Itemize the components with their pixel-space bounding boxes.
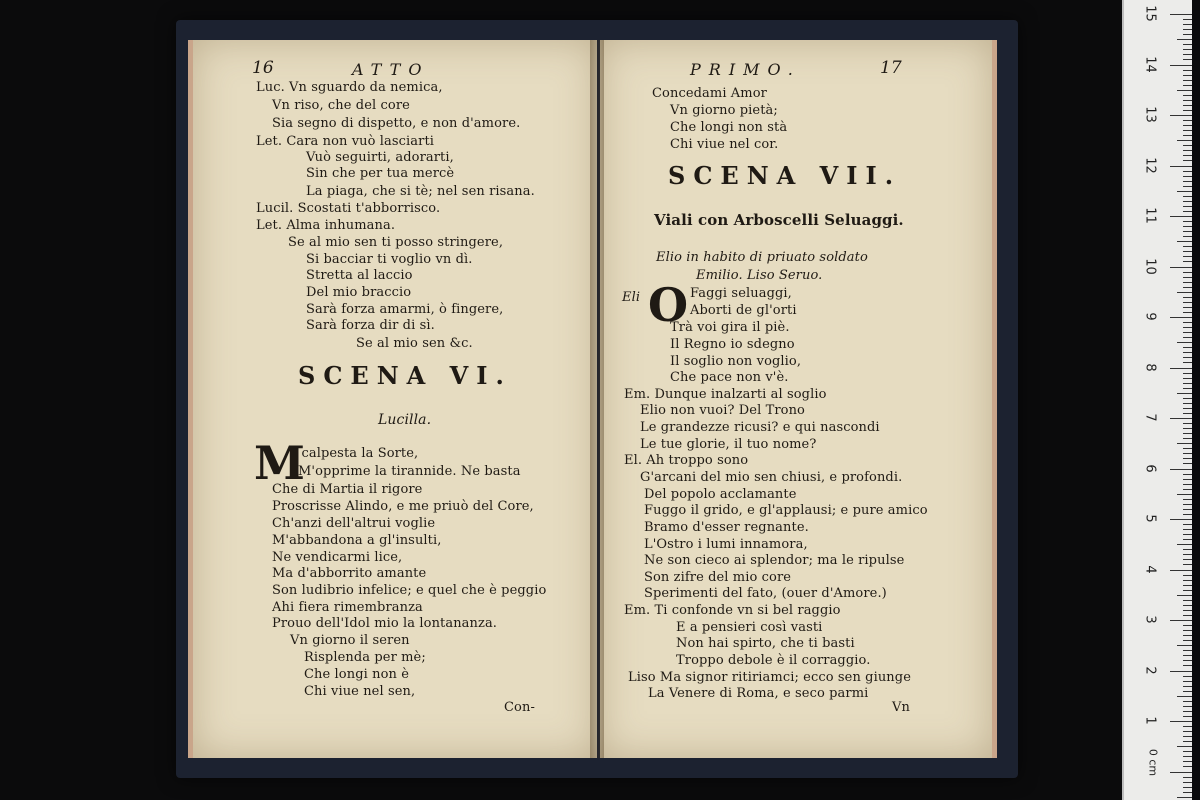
- ruler-tick: [1177, 595, 1192, 596]
- ruler-number: 12: [1142, 156, 1158, 174]
- ruler-number: 11: [1142, 207, 1158, 224]
- ruler-tick: [1183, 378, 1192, 379]
- ruler-tick: [1183, 373, 1192, 374]
- measurement-ruler: [1122, 0, 1192, 800]
- ruler-tick: [1177, 494, 1192, 495]
- ruler-tick: [1177, 443, 1192, 444]
- ruler-tick: [1170, 772, 1192, 773]
- ruler-tick: [1183, 660, 1192, 661]
- ruler-tick: [1183, 751, 1192, 752]
- ruler-tick: [1183, 458, 1192, 459]
- ruler-tick: [1183, 453, 1192, 454]
- character-name: Lucilla.: [378, 412, 432, 428]
- ruler-number: 13: [1142, 106, 1158, 123]
- text-line: Non hai spirto, che ti basti: [676, 636, 855, 651]
- text-line: Troppo debole è il corraggio.: [676, 653, 871, 668]
- text-line: Vuò seguirti, adorarti,: [306, 150, 454, 165]
- ruler-tick: [1183, 347, 1192, 348]
- text-line: Fuggo il grido, e gl'applausi; e pure amico: [644, 503, 928, 518]
- text-line: M'abbandona a gl'insulti,: [272, 533, 442, 548]
- ruler-tick: [1183, 54, 1192, 55]
- ruler-tick: [1183, 327, 1192, 328]
- ruler-tick: [1183, 362, 1192, 363]
- ruler-tick: [1183, 186, 1192, 187]
- text-line: Se al mio sen &c.: [356, 336, 473, 351]
- ruler-tick: [1183, 49, 1192, 50]
- ruler-unit-label: 0 cm: [1146, 748, 1160, 777]
- text-line: Faggi seluaggi,: [690, 286, 792, 301]
- ruler-tick: [1183, 509, 1192, 510]
- ruler-tick: [1183, 85, 1192, 86]
- ruler-tick: [1177, 696, 1192, 697]
- text-line: Sarà forza amarmi, ò fingere,: [306, 302, 504, 317]
- text-line: La piaga, che si tè; nel sen risana.: [306, 184, 535, 199]
- ruler-number: 14: [1142, 55, 1158, 73]
- ruler-tick: [1183, 256, 1192, 257]
- text-line: Em. Ti confonde vn si bel raggio: [624, 603, 841, 618]
- text-line: Ch'anzi dell'altrui voglie: [272, 516, 436, 531]
- ruler-tick: [1183, 135, 1192, 136]
- ruler-tick: [1183, 332, 1192, 333]
- ruler-tick: [1183, 155, 1192, 156]
- text-line: Chi viue nel cor.: [670, 137, 779, 152]
- ruler-tick: [1183, 564, 1192, 565]
- ruler-tick: [1183, 640, 1192, 641]
- ruler-tick: [1183, 398, 1192, 399]
- ruler-tick: [1183, 110, 1192, 111]
- ruler-tick: [1183, 474, 1192, 475]
- ruler-tick: [1183, 463, 1192, 464]
- ruler-tick: [1183, 312, 1192, 313]
- ruler-number: 2: [1142, 665, 1158, 675]
- ruler-tick: [1183, 211, 1192, 212]
- ruler-number: 7: [1142, 413, 1158, 422]
- ruler-tick: [1183, 302, 1192, 303]
- ruler-tick: [1183, 423, 1192, 424]
- text-line: Luc. Vn sguardo da nemica,: [256, 80, 443, 95]
- ruler-tick: [1183, 736, 1192, 737]
- ruler-tick: [1183, 777, 1192, 778]
- text-line: Le tue glorie, il tuo nome?: [640, 437, 817, 452]
- ruler-tick: [1183, 80, 1192, 81]
- ruler-tick: [1183, 322, 1192, 323]
- ruler-number: 1: [1142, 716, 1158, 725]
- ruler-tick: [1170, 166, 1192, 167]
- text-line: Concedami Amor: [652, 86, 767, 101]
- ruler-tick: [1183, 120, 1192, 121]
- text-line: Chi viue nel sen,: [304, 684, 416, 699]
- ruler-tick: [1183, 691, 1192, 692]
- text-line: Che longi non stà: [670, 120, 788, 135]
- ruler-tick: [1183, 433, 1192, 434]
- ruler-tick: [1183, 575, 1192, 576]
- ruler-tick: [1183, 761, 1192, 762]
- ruler-tick: [1183, 438, 1192, 439]
- ruler-tick: [1183, 34, 1192, 35]
- ruler-tick: [1183, 731, 1192, 732]
- ruler-tick: [1183, 383, 1192, 384]
- text-line: Ahi fiera rimembranza: [272, 600, 423, 615]
- ruler-tick: [1177, 393, 1192, 394]
- catchword: Vn: [892, 700, 910, 715]
- text-line: Che longi non è: [304, 667, 410, 682]
- text-line: La Venere di Roma, e seco parmi: [648, 686, 869, 701]
- ruler-tick: [1183, 499, 1192, 500]
- book-gutter: [590, 40, 604, 758]
- ruler-tick: [1170, 65, 1192, 66]
- ruler-tick: [1170, 14, 1192, 15]
- characters-line: Elio in habito di priuato soldato: [656, 250, 868, 265]
- ruler-tick: [1183, 176, 1192, 177]
- ruler-number: 5: [1142, 514, 1158, 523]
- ruler-tick: [1183, 196, 1192, 197]
- ruler-tick: [1183, 686, 1192, 687]
- ruler-number: 9: [1142, 312, 1158, 321]
- ruler-tick: [1183, 29, 1192, 30]
- ruler-tick: [1183, 610, 1192, 611]
- ruler-tick: [1183, 105, 1192, 106]
- ruler-tick: [1183, 585, 1192, 586]
- ruler-tick: [1183, 559, 1192, 560]
- ruler-tick: [1183, 635, 1192, 636]
- ruler-tick: [1183, 251, 1192, 252]
- text-line: Son ludibrio infelice; e quel che è peggio: [272, 583, 547, 598]
- text-line: Risplenda per mè;: [304, 650, 426, 665]
- ruler-tick: [1183, 539, 1192, 540]
- ruler-tick: [1170, 671, 1192, 672]
- ruler-tick: [1170, 519, 1192, 520]
- drop-cap: M: [254, 436, 305, 490]
- ruler-number: 8: [1142, 362, 1158, 372]
- ruler-tick: [1183, 95, 1192, 96]
- text-line: Let. Cara non vuò lasciarti: [256, 134, 435, 149]
- text-line: Del mio braccio: [306, 285, 412, 300]
- ruler-tick: [1183, 711, 1192, 712]
- ruler-tick: [1183, 489, 1192, 490]
- ruler-tick: [1177, 544, 1192, 545]
- ruler-number: 4: [1142, 564, 1158, 574]
- ruler-tick: [1177, 140, 1192, 141]
- scene-setting: Viali con Arboscelli Seluaggi.: [654, 211, 904, 229]
- ruler-tick: [1177, 342, 1192, 343]
- text-line: Sin che per tua mercè: [306, 166, 455, 181]
- text-line: Elio non vuoi? Del Trono: [640, 403, 805, 418]
- ruler-tick: [1183, 24, 1192, 25]
- ruler-tick: [1183, 605, 1192, 606]
- ruler-tick: [1183, 352, 1192, 353]
- ruler-tick: [1183, 100, 1192, 101]
- text-line: Sperimenti del fato, (ouer d'Amore.): [644, 586, 887, 601]
- ruler-number: 3: [1142, 615, 1158, 624]
- ruler-tick: [1183, 125, 1192, 126]
- catchword: Con-: [504, 700, 535, 715]
- ruler-tick: [1183, 357, 1192, 358]
- ruler-tick: [1183, 655, 1192, 656]
- ruler-tick: [1183, 625, 1192, 626]
- text-line: Aborti de gl'orti: [690, 303, 797, 318]
- ruler-tick: [1183, 171, 1192, 172]
- ruler-tick: [1183, 681, 1192, 682]
- ruler-tick: [1183, 504, 1192, 505]
- text-line: Si bacciar ti voglio vn dì.: [306, 252, 473, 267]
- ruler-number: 6: [1142, 463, 1158, 473]
- ruler-tick: [1183, 160, 1192, 161]
- text-line: Bramo d'esser regnante.: [644, 520, 809, 535]
- ruler-tick: [1177, 39, 1192, 40]
- text-line: Che pace non v'è.: [670, 370, 789, 385]
- ruler-tick: [1183, 514, 1192, 515]
- ruler-number: 10: [1142, 257, 1158, 275]
- ruler-tick: [1177, 191, 1192, 192]
- ruler-tick: [1183, 282, 1192, 283]
- ruler-tick: [1183, 676, 1192, 677]
- ruler-tick: [1183, 307, 1192, 308]
- ruler-tick: [1183, 181, 1192, 182]
- ruler-tick: [1183, 59, 1192, 60]
- text-line: Proscrisse Alindo, e me priuò del Core,: [272, 499, 534, 514]
- ruler-tick: [1183, 479, 1192, 480]
- ruler-tick: [1183, 403, 1192, 404]
- text-line: G'arcani del mio sen chiusi, e profondi.: [640, 470, 903, 485]
- text-line: Sarà forza dir di sì.: [306, 318, 435, 333]
- ruler-tick: [1170, 469, 1192, 470]
- ruler-tick: [1183, 337, 1192, 338]
- ruler-tick: [1183, 19, 1192, 20]
- text-line: Il soglio non voglio,: [670, 354, 802, 369]
- ruler-tick: [1183, 201, 1192, 202]
- ruler-tick: [1183, 554, 1192, 555]
- ruler-tick: [1183, 226, 1192, 227]
- scene-heading: SCENA VII.: [668, 161, 902, 190]
- text-line: Liso Ma signor ritiriamci; ecco sen giunge: [628, 670, 911, 685]
- ruler-tick: [1183, 756, 1192, 757]
- speaker-label: Eli: [622, 290, 641, 305]
- ruler-tick: [1170, 620, 1192, 621]
- ruler-tick: [1183, 549, 1192, 550]
- ruler-tick: [1183, 206, 1192, 207]
- ruler-tick: [1183, 413, 1192, 414]
- ruler-tick: [1183, 701, 1192, 702]
- ruler-tick: [1177, 241, 1192, 242]
- ruler-tick: [1183, 529, 1192, 530]
- ruler-tick: [1183, 388, 1192, 389]
- ruler-tick: [1183, 766, 1192, 767]
- ruler-tick: [1177, 645, 1192, 646]
- text-line: Vn giorno il seren: [290, 633, 410, 648]
- ruler-tick: [1170, 570, 1192, 571]
- ruler-tick: [1170, 317, 1192, 318]
- left-page-number: 16: [252, 58, 274, 78]
- ruler-tick: [1183, 524, 1192, 525]
- ruler-tick: [1183, 236, 1192, 237]
- scene-heading: SCENA VI.: [298, 361, 512, 390]
- text-line: Son zifre del mio core: [644, 570, 792, 585]
- text-line: Em. Dunque inalzarti al soglio: [624, 387, 827, 402]
- ruler-tick: [1183, 726, 1192, 727]
- text-line: Ne son cieco ai splendor; ma le ripulse: [644, 553, 905, 568]
- ruler-tick: [1183, 787, 1192, 788]
- text-line: Stretta al laccio: [306, 268, 413, 283]
- ruler-tick: [1170, 418, 1192, 419]
- text-line: Vn giorno pietà;: [670, 103, 778, 118]
- text-line: Prouo dell'Idol mio la lontananza.: [272, 616, 498, 631]
- ruler-tick: [1183, 231, 1192, 232]
- ruler-tick: [1170, 368, 1192, 369]
- ruler-tick: [1183, 448, 1192, 449]
- text-line: Sia segno di dispetto, e non d'amore.: [272, 116, 521, 131]
- text-line: Let. Alma inhumana.: [256, 218, 396, 233]
- ruler-tick: [1170, 216, 1192, 217]
- text-line: Vn riso, che del core: [272, 98, 410, 113]
- ruler-tick: [1183, 408, 1192, 409]
- ruler-tick: [1183, 428, 1192, 429]
- text-line: E a pensieri così vasti: [676, 620, 823, 635]
- ruler-tick: [1183, 665, 1192, 666]
- ruler-tick: [1183, 297, 1192, 298]
- ruler-tick: [1183, 706, 1192, 707]
- ruler-tick: [1183, 150, 1192, 151]
- ruler-tick: [1183, 650, 1192, 651]
- ruler-tick: [1183, 44, 1192, 45]
- ruler-tick: [1183, 484, 1192, 485]
- ruler-tick: [1183, 716, 1192, 717]
- ruler-tick: [1183, 534, 1192, 535]
- ruler-tick: [1183, 221, 1192, 222]
- ruler-tick: [1183, 272, 1192, 273]
- ruler-tick: [1170, 267, 1192, 268]
- ruler-tick: [1183, 145, 1192, 146]
- text-line: El. Ah troppo sono: [624, 453, 749, 468]
- right-running-head: PRIMO.: [690, 60, 801, 79]
- ruler-number: 15: [1142, 5, 1158, 22]
- characters-line: Emilio. Liso Seruo.: [696, 268, 823, 283]
- ruler-tick: [1183, 130, 1192, 131]
- ruler-tick: [1170, 721, 1192, 722]
- ruler-tick: [1183, 75, 1192, 76]
- ruler-tick: [1183, 782, 1192, 783]
- text-line: L'Ostro i lumi innamora,: [644, 537, 808, 552]
- text-line: Se al mio sen ti posso stringere,: [288, 235, 504, 250]
- text-line: M'opprime la tirannide. Ne basta: [298, 464, 521, 479]
- ruler-tick: [1177, 746, 1192, 747]
- ruler-tick: [1183, 287, 1192, 288]
- text-line: Le grandezze ricusi? e qui nascondi: [640, 420, 880, 435]
- ruler-tick: [1183, 261, 1192, 262]
- left-running-head: ATTO: [352, 60, 430, 79]
- ruler-tick: [1183, 580, 1192, 581]
- ruler-tick: [1183, 70, 1192, 71]
- drop-cap: O: [648, 278, 689, 332]
- ruler-tick: [1183, 600, 1192, 601]
- ruler-tick: [1183, 792, 1192, 793]
- ruler-tick: [1183, 590, 1192, 591]
- ruler-tick: [1170, 115, 1192, 116]
- ruler-tick: [1177, 292, 1192, 293]
- right-page-number: 17: [880, 58, 902, 78]
- text-line: Che di Martia il rigore: [272, 482, 423, 497]
- text-line: Lucil. Scostati t'abborrisco.: [256, 201, 441, 216]
- ruler-tick: [1183, 615, 1192, 616]
- text-line: I calpesta la Sorte,: [292, 446, 419, 461]
- ruler-tick: [1183, 277, 1192, 278]
- text-line: Ma d'abborrito amante: [272, 566, 427, 581]
- ruler-tick: [1183, 246, 1192, 247]
- text-line: Il Regno io sdegno: [670, 337, 795, 352]
- ruler-tick: [1177, 797, 1192, 798]
- ruler-tick: [1183, 630, 1192, 631]
- text-line: Trà voi gira il piè.: [670, 320, 790, 335]
- text-line: Del popolo acclamante: [644, 487, 797, 502]
- text-line: Ne vendicarmi lice,: [272, 550, 403, 565]
- ruler-tick: [1183, 741, 1192, 742]
- ruler-tick: [1177, 90, 1192, 91]
